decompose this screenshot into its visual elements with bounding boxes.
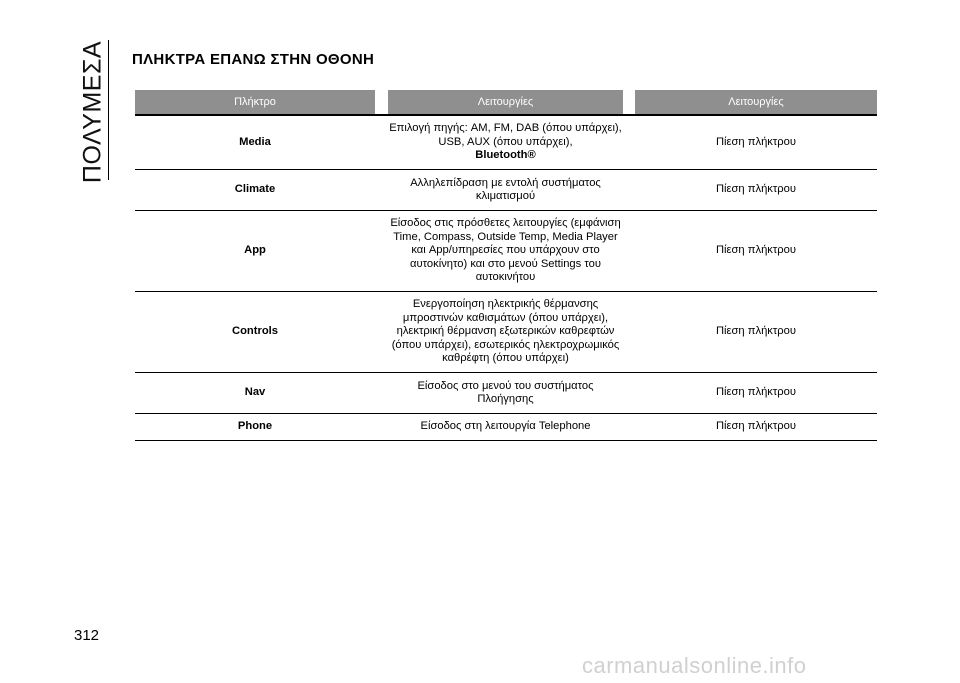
row-key: App	[244, 244, 266, 257]
row-key: Controls	[232, 325, 278, 338]
table-row	[135, 292, 877, 373]
row-action: Πίεση πλήκτρου	[715, 325, 797, 338]
header-key: Πλήκτρο	[135, 90, 375, 114]
table-row	[135, 116, 877, 170]
row-action: Πίεση πλήκτρου	[715, 183, 797, 196]
row-action: Πίεση πλήκτρου	[715, 386, 797, 399]
functions-table	[135, 90, 877, 441]
row-function-text: Επιλογή πηγής: AM, FM, DAB (όπου υπάρχει), USB, AUX (όπου υπάρχει),	[389, 122, 622, 148]
table-row	[135, 414, 877, 441]
page-number: 312	[74, 627, 100, 644]
row-action: Πίεση πλήκτρου	[715, 135, 797, 148]
row-action: Πίεση πλήκτρου	[715, 244, 797, 257]
row-function: Ενεργοποίηση ηλεκτρικής θέρμανσης μπροστινών καθισμάτων (όπου υπάρχει), ηλεκτρική θέρμανση εξωτερικών καθρεφτών (όπου υπάρχει), εσωτερικός ηλεκτροχρωμικός καθρέφτη (όπου υπάρχει)	[391, 298, 620, 365]
row-key: Media	[239, 135, 271, 148]
row-function: Είσοδος στη λειτουργία Telephone	[420, 420, 591, 433]
row-key: Phone	[237, 420, 273, 433]
row-function	[388, 122, 623, 162]
table-row	[135, 170, 877, 211]
row-function-bold: Bluetooth®	[475, 149, 536, 162]
row-function: Είσοδος στις πρόσθετες λειτουργίες (εμφάνιση Time, Compass, Outside Temp, Media Player και App/υπηρεσίες που υπάρχουν στο αυτοκίνητο) και στο μενού Settings του αυτοκινήτου	[390, 217, 621, 284]
row-key: Nav	[244, 386, 266, 399]
row-action: Πίεση πλήκτρου	[715, 420, 797, 433]
row-function: Αλληλεπίδραση με εντολή συστήματος κλιματισμού	[410, 176, 601, 202]
side-tab-label: ΠΟΛΥΜΕΣΑ	[78, 40, 107, 184]
table-header	[135, 90, 877, 114]
header-function: Λειτουργίες	[388, 90, 623, 114]
row-key: Climate	[234, 183, 276, 196]
table-row	[135, 373, 877, 414]
row-function: Είσοδος στο μενού του συστήματος Πλοήγησης	[417, 379, 594, 405]
header-action: Λειτουργίες	[635, 90, 877, 114]
table-row	[135, 211, 877, 292]
watermark: carmanualsonline.info	[582, 653, 807, 678]
page-title: ΠΛΗΚΤΡΑ ΕΠΑΝΩ ΣΤΗΝ ΟΘΟΝΗ	[132, 51, 375, 68]
